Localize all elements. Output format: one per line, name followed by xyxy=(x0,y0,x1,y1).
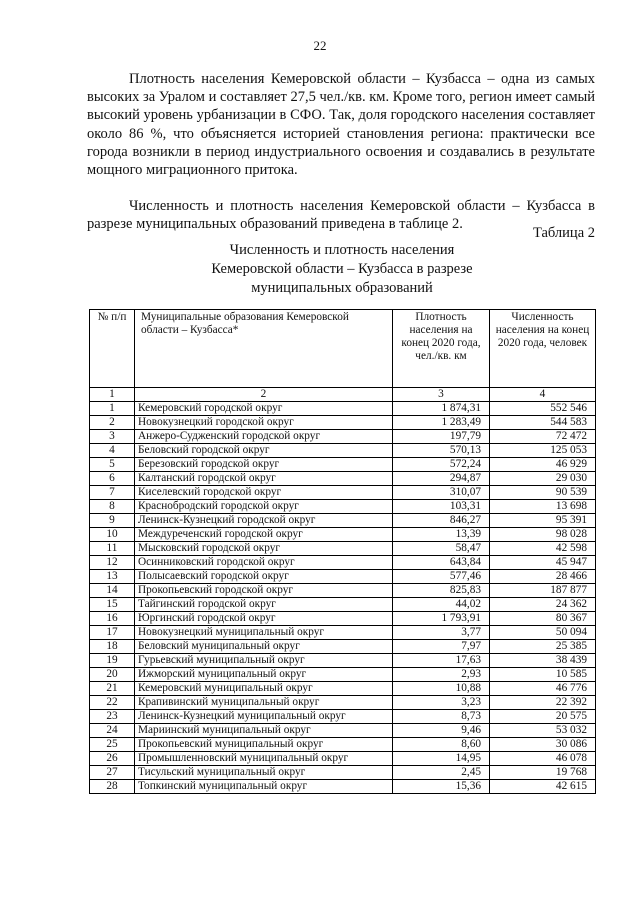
table-title-line: Кемеровской области – Кузбасса в разрезе xyxy=(211,261,473,277)
population-value: 90 539 xyxy=(490,486,596,500)
population-value: 10 585 xyxy=(490,668,596,682)
table-row xyxy=(90,682,596,696)
page-number: 22 xyxy=(313,38,327,53)
row-number: 5 xyxy=(90,458,135,472)
population-value: 72 472 xyxy=(490,430,596,444)
population-value: 46 078 xyxy=(490,752,596,766)
table-label: Таблица 2 xyxy=(532,225,595,241)
density-value: 13,39 xyxy=(393,528,490,542)
table-title-line: муниципальных образований xyxy=(251,280,433,296)
population-value: 50 094 xyxy=(490,626,596,640)
municipality-name: Прокопьевский городской округ xyxy=(135,584,393,598)
municipality-name: Прокопьевский муниципальный округ xyxy=(135,738,393,752)
row-number: 12 xyxy=(90,556,135,570)
population-value: 46 929 xyxy=(490,458,596,472)
population-value: 125 053 xyxy=(490,444,596,458)
column-index-row xyxy=(90,388,596,402)
row-number: 17 xyxy=(90,626,135,640)
table-row xyxy=(90,710,596,724)
population-value: 53 032 xyxy=(490,724,596,738)
row-number: 16 xyxy=(90,612,135,626)
table-row xyxy=(90,444,596,458)
table-row xyxy=(90,472,596,486)
column-index: 1 xyxy=(90,388,135,402)
municipality-name: Полысаевский городской округ xyxy=(135,570,393,584)
density-value: 3,23 xyxy=(393,696,490,710)
density-value: 570,13 xyxy=(393,444,490,458)
table-row xyxy=(90,612,596,626)
municipality-name: Мысковский городской округ xyxy=(135,542,393,556)
municipality-name: Беловский муниципальный округ xyxy=(135,640,393,654)
row-number: 3 xyxy=(90,430,135,444)
municipality-name: Ижморский муниципальный округ xyxy=(135,668,393,682)
municipality-name: Промышленновский муниципальный округ xyxy=(135,752,393,766)
density-value: 2,45 xyxy=(393,766,490,780)
table-row xyxy=(90,640,596,654)
row-number: 8 xyxy=(90,500,135,514)
municipality-name: Березовский городской округ xyxy=(135,458,393,472)
municipality-name: Киселевский городской округ xyxy=(135,486,393,500)
population-value: 24 362 xyxy=(490,598,596,612)
municipality-name: Беловский городской округ xyxy=(135,444,393,458)
table-title-line: Численность и плотность населения xyxy=(229,242,455,258)
table-row xyxy=(90,696,596,710)
row-number: 15 xyxy=(90,598,135,612)
population-value: 80 367 xyxy=(490,612,596,626)
municipality-name: Тайгинский городской округ xyxy=(135,598,393,612)
municipality-name: Гурьевский муниципальный округ xyxy=(135,654,393,668)
municipality-name: Анжеро-Судженский городской округ xyxy=(135,430,393,444)
row-number: 7 xyxy=(90,486,135,500)
table-body xyxy=(90,402,596,794)
paragraph-table-intro: Численность и плотность населения Кемеровской области – Кузбасса в разрезе муниципальных образований приведена в таблице 2. xyxy=(87,198,595,233)
table-row xyxy=(90,766,596,780)
density-value: 310,07 xyxy=(393,486,490,500)
table-row xyxy=(90,500,596,514)
population-value: 29 030 xyxy=(490,472,596,486)
density-value: 9,46 xyxy=(393,724,490,738)
density-value: 643,84 xyxy=(393,556,490,570)
population-value: 22 392 xyxy=(490,696,596,710)
row-number: 24 xyxy=(90,724,135,738)
population-value: 95 391 xyxy=(490,514,596,528)
density-value: 577,46 xyxy=(393,570,490,584)
municipality-name: Междуреченский городской округ xyxy=(135,528,393,542)
row-number: 6 xyxy=(90,472,135,486)
header-number: № п/п xyxy=(90,310,135,388)
municipality-name: Кемеровский городской округ xyxy=(135,402,393,416)
population-value: 38 439 xyxy=(490,654,596,668)
population-value: 30 086 xyxy=(490,738,596,752)
density-value: 15,36 xyxy=(393,780,490,794)
table-row xyxy=(90,416,596,430)
row-number: 18 xyxy=(90,640,135,654)
table-row xyxy=(90,780,596,794)
density-value: 7,97 xyxy=(393,640,490,654)
header-density: Плотность населения на конец 2020 года, чел./кв. км xyxy=(393,310,490,388)
population-value: 46 776 xyxy=(490,682,596,696)
municipality-name: Мариинский муниципальный округ xyxy=(135,724,393,738)
table-row xyxy=(90,668,596,682)
municipality-name: Калтанский городской округ xyxy=(135,472,393,486)
density-value: 8,73 xyxy=(393,710,490,724)
table-row xyxy=(90,430,596,444)
column-index: 4 xyxy=(490,388,596,402)
density-value: 14,95 xyxy=(393,752,490,766)
population-value: 20 575 xyxy=(490,710,596,724)
table-row xyxy=(90,542,596,556)
row-number: 21 xyxy=(90,682,135,696)
population-value: 552 546 xyxy=(490,402,596,416)
municipality-name: Краснобродский городской округ xyxy=(135,500,393,514)
density-value: 44,02 xyxy=(393,598,490,612)
population-value: 187 877 xyxy=(490,584,596,598)
row-number: 2 xyxy=(90,416,135,430)
row-number: 27 xyxy=(90,766,135,780)
density-value: 58,47 xyxy=(393,542,490,556)
population-value: 19 768 xyxy=(490,766,596,780)
table-row xyxy=(90,514,596,528)
density-value: 846,27 xyxy=(393,514,490,528)
municipality-name: Тисульский муниципальный округ xyxy=(135,766,393,780)
density-value: 8,60 xyxy=(393,738,490,752)
municipality-name: Топкинский муниципальный округ xyxy=(135,780,393,794)
row-number: 9 xyxy=(90,514,135,528)
row-number: 19 xyxy=(90,654,135,668)
municipality-name: Ленинск-Кузнецкий муниципальный округ xyxy=(135,710,393,724)
population-value: 13 698 xyxy=(490,500,596,514)
table-row xyxy=(90,752,596,766)
density-value: 10,88 xyxy=(393,682,490,696)
population-value: 98 028 xyxy=(490,528,596,542)
table-row xyxy=(90,402,596,416)
row-number: 28 xyxy=(90,780,135,794)
row-number: 10 xyxy=(90,528,135,542)
density-value: 1 874,31 xyxy=(393,402,490,416)
column-index: 3 xyxy=(393,388,490,402)
population-value: 25 385 xyxy=(490,640,596,654)
population-value: 544 583 xyxy=(490,416,596,430)
population-value: 42 615 xyxy=(490,780,596,794)
population-value: 45 947 xyxy=(490,556,596,570)
density-value: 572,24 xyxy=(393,458,490,472)
row-number: 13 xyxy=(90,570,135,584)
table-header-row xyxy=(90,310,596,388)
municipality-name: Новокузнецкий городской округ xyxy=(135,416,393,430)
table-row xyxy=(90,584,596,598)
municipality-name: Юргинский городской округ xyxy=(135,612,393,626)
header-population: Численность населения на конец 2020 года, человек xyxy=(490,310,596,388)
paragraph-density: Плотность населения Кемеровской области – Кузбасса – одна из самых высоких за Уралом и составляет 27,5 чел./кв. км. Кроме того, регион имеет самый высокий уровень урбанизации в СФО. Так, доля городского населения составляет около 86 %, что объясняется историей становления региона: практически все города возникли в период индустриального освоения и создавались в результате мощного миграционного притока. xyxy=(87,71,595,179)
table-row xyxy=(90,458,596,472)
table-row xyxy=(90,738,596,752)
population-table xyxy=(89,309,596,794)
table-row xyxy=(90,654,596,668)
density-value: 17,63 xyxy=(393,654,490,668)
row-number: 1 xyxy=(90,402,135,416)
density-value: 103,31 xyxy=(393,500,490,514)
row-number: 25 xyxy=(90,738,135,752)
table-row xyxy=(90,598,596,612)
table-row xyxy=(90,486,596,500)
table-row xyxy=(90,626,596,640)
row-number: 23 xyxy=(90,710,135,724)
municipality-name: Крапивинский муниципальный округ xyxy=(135,696,393,710)
row-number: 11 xyxy=(90,542,135,556)
density-value: 2,93 xyxy=(393,668,490,682)
density-value: 1 283,49 xyxy=(393,416,490,430)
row-number: 22 xyxy=(90,696,135,710)
row-number: 26 xyxy=(90,752,135,766)
density-value: 825,83 xyxy=(393,584,490,598)
population-value: 42 598 xyxy=(490,542,596,556)
density-value: 3,77 xyxy=(393,626,490,640)
municipality-name: Ленинск-Кузнецкий городской округ xyxy=(135,514,393,528)
municipality-name: Осинниковский городской округ xyxy=(135,556,393,570)
header-municipality: Муниципальные образования Кемеровской области – Кузбасса* xyxy=(135,310,393,388)
municipality-name: Новокузнецкий муниципальный округ xyxy=(135,626,393,640)
table-row xyxy=(90,724,596,738)
population-value: 28 466 xyxy=(490,570,596,584)
column-index: 2 xyxy=(135,388,393,402)
row-number: 4 xyxy=(90,444,135,458)
municipality-name: Кемеровский муниципальный округ xyxy=(135,682,393,696)
table-row xyxy=(90,570,596,584)
table-title xyxy=(0,241,640,298)
density-value: 1 793,91 xyxy=(393,612,490,626)
table-row xyxy=(90,556,596,570)
row-number: 14 xyxy=(90,584,135,598)
density-value: 197,79 xyxy=(393,430,490,444)
row-number: 20 xyxy=(90,668,135,682)
density-value: 294,87 xyxy=(393,472,490,486)
table-row xyxy=(90,528,596,542)
